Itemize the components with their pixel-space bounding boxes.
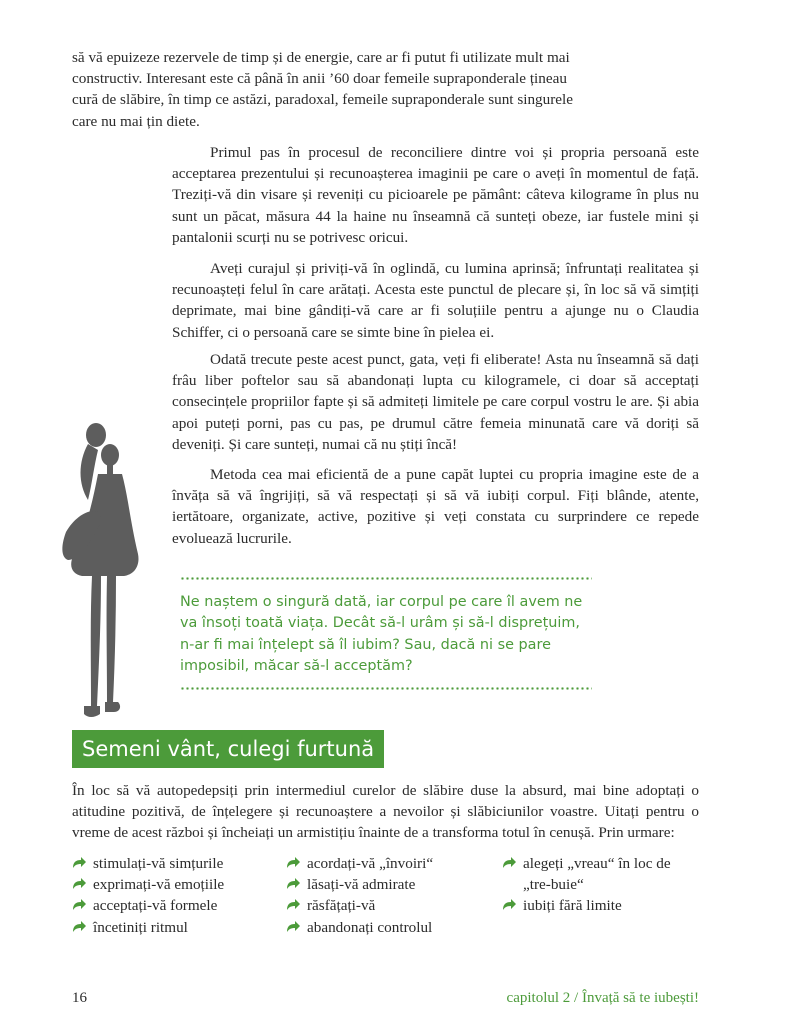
section-heading: Semeni vânt, culegi furtună (72, 730, 384, 768)
curved-arrow-icon (72, 878, 86, 890)
intro-line: constructiv. Interesant este că până în anii ’60 doar femeile supraponderale țineau (72, 70, 567, 88)
body-paragraph-4: Metoda cea mai eficientă de a pune capăt luptei cu propria imagine este de a învăța să vă îngrijiți, să vă respectați și să vă iubiți corpul. Fiți blânde, atente, iertătoare, organizate, active, pozitive și veți constata cu surprindere ce repede evoluează lucrurile. (172, 466, 699, 547)
list-item (286, 874, 486, 895)
list-item-label: răsfățați-vă (307, 897, 376, 915)
intro-line: cură de slăbire, în timp ce astăzi, paradoxal, femeile supraponderale sunt singurele (72, 91, 573, 109)
page-number: 16 (72, 990, 87, 1006)
list-item-label: iubiți fără limite (523, 897, 622, 915)
list-item (286, 917, 486, 938)
intro-line: care nu mai țin diete. (72, 112, 200, 130)
woman-silhouette-illustration (58, 422, 144, 725)
list-item-label: lăsați-vă admirate (307, 876, 416, 894)
curved-arrow-icon (286, 878, 300, 890)
list-item (72, 853, 272, 874)
body-paragraph-1: Primul pas în procesul de reconciliere dintre voi și propria persoană este acceptarea prezentului și recunoașterea imaginii pe care o aveți în momentul de față. Treziți-vă din visare și reveniți cu picioarele pe pământ: câteva kilograme în plus nu sunt un păcat, măsura 44 la haine nu înseamnă că sunteți obeze, iar fustele mini și pantalonii scurți nu se potrivesc oricui. (172, 144, 699, 246)
pull-quote: Ne naștem o singură dată, iar corpul pe care îl avem ne va însoți toată viața. Decât să-l urâm și să-l disprețuim, n-ar fi mai înțelept să îl iubim? Sau, dacă ni se pare imposibil, măcar să-l acceptăm? (180, 594, 583, 674)
curved-arrow-icon (286, 899, 300, 911)
list-item (286, 853, 486, 874)
list-item (286, 895, 486, 916)
bullet-list-column-2 (286, 853, 486, 938)
curved-arrow-icon (72, 921, 86, 933)
list-item (72, 874, 272, 895)
list-item-label: abandonați controlul (307, 918, 433, 936)
list-item (72, 917, 272, 938)
quote-divider-bottom (180, 687, 592, 690)
curved-arrow-icon (502, 857, 516, 869)
list-item-label: încetiniți ritmul (93, 918, 188, 936)
list-item (72, 895, 272, 916)
section-intro-paragraph: În loc să vă autopedepsiți prin intermediul curelor de slăbire duse la absurd, mai bine adoptați o atitudine pozitivă, de înțelegere și recunoaștere a nevoilor și slăbiciunilor voastre. Uitați pentru o vreme de acest război și încheiați un armistițiu înainte de a transforma totul în cenușă. Prin urmare: (72, 782, 699, 842)
intro-line: să vă epuizeze rezervele de timp și de energie, care ar fi putut fi utilizate mult mai (72, 49, 570, 66)
list-item-label: alegeți „vreau“ în loc de „tre-buie“ (523, 855, 671, 894)
curved-arrow-icon (72, 899, 86, 911)
curved-arrow-icon (72, 857, 86, 869)
bullet-list-column-1 (72, 853, 272, 938)
body-paragraph-2: Aveți curajul și priviți-vă în oglindă, cu lumina aprinsă; înfruntați realitatea și recunoașteți felul în care arătați. Acesta este punctul de plecare și, în loc să vă simțiți deprimate, mai bine gândiți-vă care ar fi soluțiile pentru a ajunge nu o Claudia Schiffer, ci o persoană care se simte bine în pielea ei. (172, 260, 699, 341)
list-item-label: acordați-vă „învoiri“ (307, 855, 434, 872)
list-item (502, 853, 699, 895)
intro-paragraph (72, 47, 612, 132)
list-item-label: stimulați-vă simțurile (93, 855, 224, 872)
curved-arrow-icon (286, 857, 300, 869)
list-item-label: exprimați-vă emoțiile (93, 876, 225, 894)
curved-arrow-icon (502, 899, 516, 911)
bullet-list-column-3 (502, 853, 699, 917)
list-item (502, 895, 699, 916)
chapter-running-footer: capitolul 2 / Învață să te iubești! (506, 990, 699, 1006)
quote-divider-top (180, 577, 592, 580)
body-paragraph-3: Odată trecute peste acest punct, gata, veți fi eliberate! Asta nu înseamnă să dați frâu liber poftelor sau să abandonați lupta cu kilogramele, ci doar să acceptați consecințele propriilor fapte și să admiteți limitele pe care corpul vostru le are. Și abia apoi puteți porni, pas cu pas, pe drumul către femeia minunată care vă doriți să deveniți. Și care sunteți, numai că nu știți încă! (172, 351, 699, 453)
list-item-label: acceptați-vă formele (93, 897, 218, 915)
curved-arrow-icon (286, 921, 300, 933)
